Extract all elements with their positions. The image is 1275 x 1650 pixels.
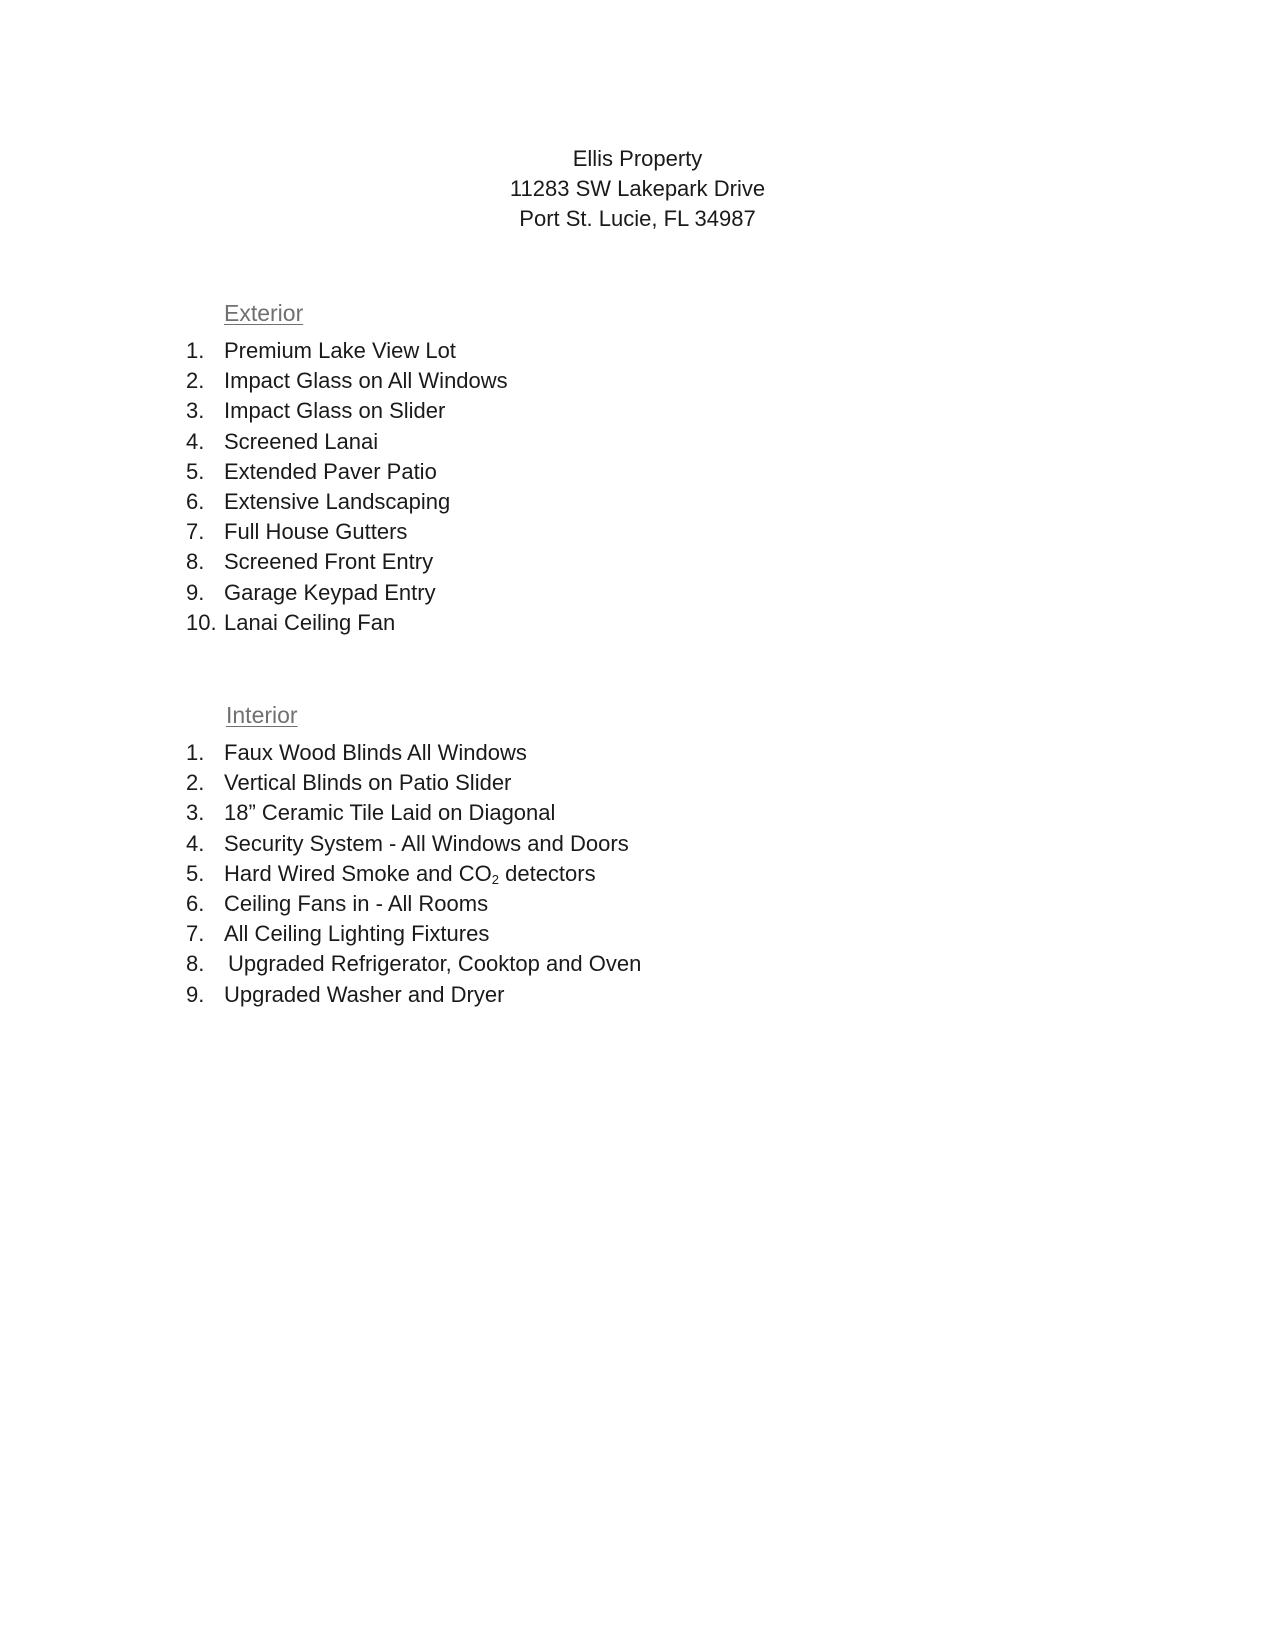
item-text: Security System - All Windows and Doors [224,830,629,856]
item-number: 8. [186,951,205,977]
property-header [0,144,1275,234]
list-item [186,919,946,949]
item-number: 7. [186,921,205,947]
list-item [186,949,946,979]
item-number: 1. [186,338,205,363]
interior-list [186,738,946,1010]
item-number: 8. [186,549,205,575]
item-text: Extended Paver Patio [224,458,437,484]
item-number: 2. [186,368,205,394]
item-text: Upgraded Washer and Dryer [224,981,505,1007]
property-city: Port St. Lucie, FL 34987 [519,206,756,231]
item-text: Full House Gutters [224,519,408,545]
list-item [186,578,946,608]
item-text: Screened Front Entry [224,549,434,575]
list-item [186,366,946,396]
exterior-heading: Exterior [224,300,304,326]
item-text: 18” Ceramic Tile Laid on Diagonal [224,800,556,826]
item-text: Lanai Ceiling Fan [224,609,396,635]
list-item [186,859,946,889]
item-text: Garage Keypad Entry [224,579,436,605]
item-text: Ceiling Fans in - All Rooms [224,890,489,916]
list-item [186,980,946,1010]
item-text: Impact Glass on All Windows [224,368,508,394]
interior-heading: Interior [226,702,298,728]
item-number: 3. [186,800,205,826]
item-text: All Ceiling Lighting Fixtures [224,921,490,947]
list-item [186,427,946,457]
list-item [186,768,946,798]
item-text: Faux Wood Blinds All Windows [224,740,527,765]
item-number: 9. [186,981,205,1007]
list-item [186,798,946,828]
item-number: 5. [186,458,205,484]
list-item [186,547,946,577]
list-item [186,738,946,768]
item-number: 5. [186,860,205,886]
item-text: Upgraded Refrigerator, Cooktop and Oven [228,951,642,977]
item-number: 10. [186,609,217,635]
list-item [186,457,946,487]
item-number: 4. [186,428,205,454]
item-number: 3. [186,398,205,424]
subscript-two: 2 [491,871,499,887]
item-text: Extensive Landscaping [224,488,451,514]
list-item [186,829,946,859]
item-text: Vertical Blinds on Patio Slider [224,770,512,796]
item-text: Screened Lanai [224,428,379,454]
item-number: 1. [186,740,205,765]
item-text-main: Hard Wired Smoke and CO [224,860,492,886]
item-text: Premium Lake View Lot [224,338,456,363]
item-number: 9. [186,579,205,605]
item-text: Impact Glass on Slider [224,398,446,424]
list-item [186,608,946,638]
property-title: Ellis Property [572,146,703,171]
item-text [224,859,946,889]
exterior-section [186,298,946,638]
list-item [186,889,946,919]
item-number: 2. [186,770,205,796]
exterior-list [186,336,946,638]
item-number: 6. [186,890,205,916]
item-number: 4. [186,830,205,856]
item-number: 6. [186,488,205,514]
property-street: 11283 SW Lakepark Drive [509,176,766,201]
item-number: 7. [186,519,205,545]
list-item [186,487,946,517]
list-item [186,396,946,426]
list-item [186,517,946,547]
list-item [186,336,946,366]
interior-section [186,700,946,1010]
item-text-tail: detectors [499,860,596,886]
